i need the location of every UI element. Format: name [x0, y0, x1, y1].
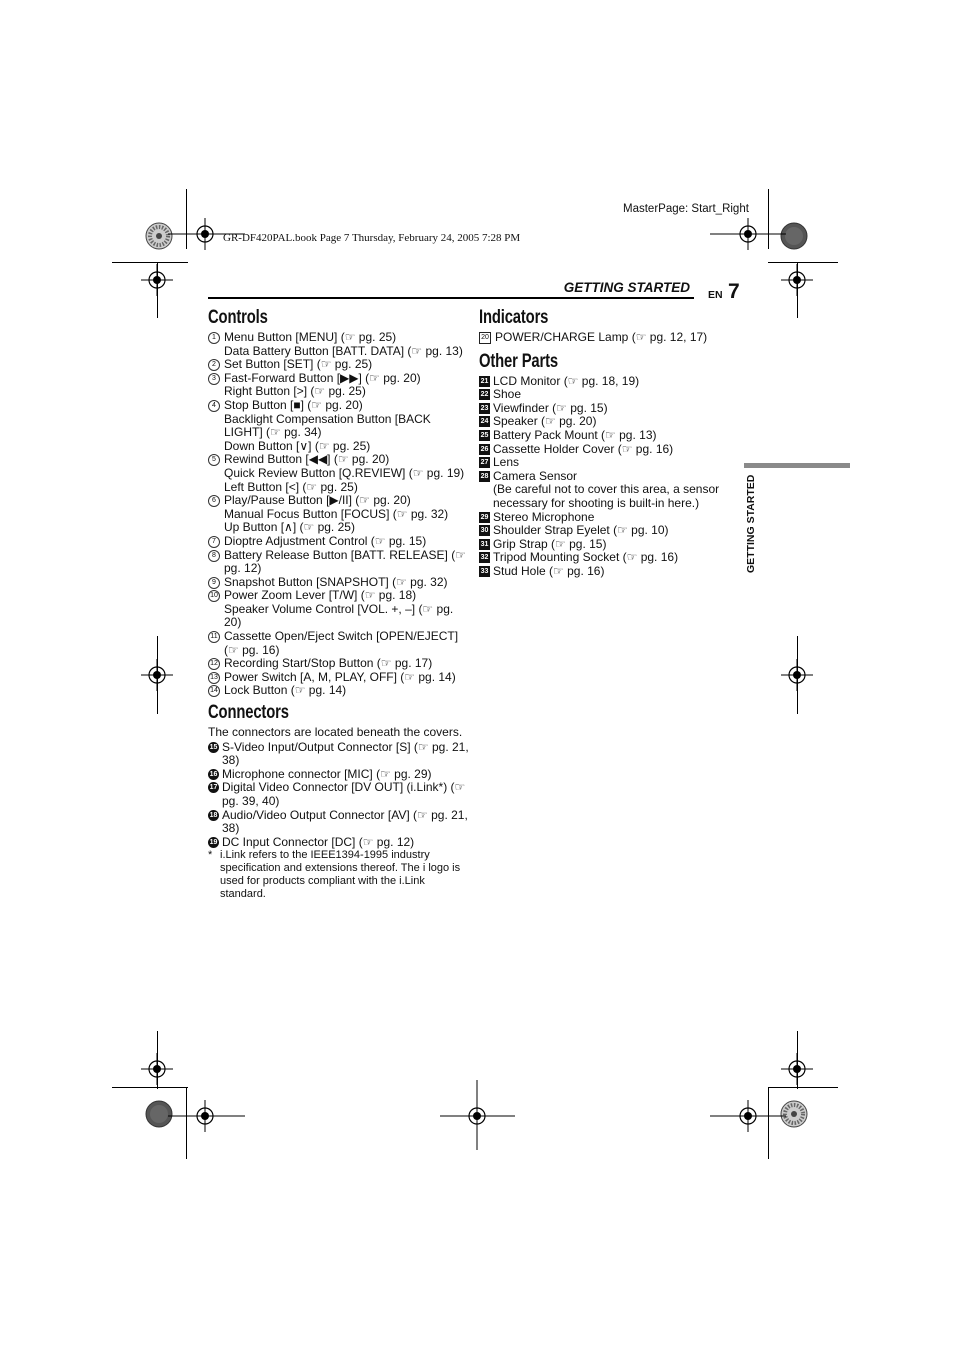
- item-line: Dioptre Adjustment Control (☞ pg. 15): [224, 533, 427, 548]
- list-item: [479, 470, 729, 511]
- item-line: Cassette Open/Eject Switch [OPEN/EJECT] (☞ pg. 16): [224, 629, 459, 657]
- list-item: [479, 511, 729, 525]
- item-line: Stud Hole (☞ pg. 16): [493, 563, 605, 578]
- list-item: [208, 372, 470, 399]
- list-item: [208, 535, 470, 549]
- item-number-marker: 27: [480, 459, 489, 467]
- list-item: [208, 630, 470, 657]
- list-item: [479, 565, 729, 579]
- item-line: Stop Button [■] (☞ pg. 20): [224, 397, 363, 412]
- item-line: Camera Sensor: [493, 468, 578, 483]
- item-number-marker: 31: [480, 540, 489, 548]
- right-column: [479, 307, 729, 579]
- item-line: (Be careful not to cover this area, a sensor necessary for shooting is built-in here.): [493, 482, 720, 510]
- item-number-marker: 3: [208, 373, 220, 385]
- item-number-marker: 28: [480, 472, 489, 480]
- list-item: [208, 768, 470, 782]
- footnote-text: i.Link refers to the IEEE1394-1995 industry specification and extensions thereof. The i logo is used for products compliant with the i.Link standard.: [220, 849, 461, 901]
- item-number-marker: 29: [480, 513, 489, 521]
- list-item: [479, 429, 729, 443]
- list-item: [479, 402, 729, 416]
- list-item: [479, 375, 729, 389]
- side-tab-label: GETTING STARTED: [745, 474, 757, 573]
- item-number-marker: 33: [480, 567, 489, 575]
- connectors-intro: The connectors are located beneath the covers.: [208, 725, 463, 740]
- item-line: S-Video Input/Output Connector [S] (☞ pg. 21, 38): [222, 739, 469, 768]
- footnote: [208, 849, 470, 901]
- item-number-marker: 7: [208, 536, 220, 548]
- list-item: [479, 456, 729, 470]
- list-item: [479, 415, 729, 429]
- item-line: Shoe: [493, 387, 522, 402]
- controls-list: [208, 331, 470, 698]
- item-number-marker: 1: [208, 332, 220, 344]
- indicators-heading: Indicators: [479, 307, 549, 328]
- item-line: Audio/Video Output Connector [AV] (☞ pg. 21, 38): [222, 807, 468, 836]
- item-number-marker: 32: [480, 554, 489, 562]
- item-line: Battery Pack Mount (☞ pg. 13): [493, 427, 657, 442]
- list-item: [208, 684, 470, 698]
- list-item: [208, 494, 470, 535]
- star-target-icon: [781, 1101, 807, 1127]
- item-line: Up Button [∧] (☞ pg. 25): [224, 520, 355, 535]
- item-line: Lock Button (☞ pg. 14): [224, 683, 347, 698]
- header-language: EN: [708, 289, 723, 301]
- item-line: Shoulder Strap Eyelet (☞ pg. 10): [493, 523, 669, 538]
- item-line: Cassette Holder Cover (☞ pg. 16): [493, 441, 674, 456]
- item-line: Backlight Compensation Button [BACK LIGHT] (☞ pg. 34): [224, 411, 431, 440]
- color-disc-icon: [781, 223, 807, 249]
- item-line: Play/Pause Button [▶/II] (☞ pg. 20): [224, 493, 411, 508]
- item-line: Digital Video Connector [DV OUT] (i.Link*) (☞ pg. 39, 40): [222, 780, 466, 808]
- list-item: [479, 443, 729, 457]
- item-line: Recording Start/Stop Button (☞ pg. 17): [224, 656, 433, 671]
- item-line: Stereo Microphone: [493, 509, 595, 524]
- item-number-marker: 15: [209, 743, 218, 751]
- item-line: Down Button [∨] (☞ pg. 25): [224, 438, 371, 453]
- item-number-marker: 20: [479, 332, 491, 344]
- item-number-marker: 26: [480, 445, 489, 453]
- item-number-marker: 8: [208, 550, 220, 562]
- item-line: Snapshot Button [SNAPSHOT] (☞ pg. 32): [224, 574, 448, 589]
- list-item: [479, 388, 729, 402]
- item-line: Quick Review Button [Q.REVIEW] (☞ pg. 19): [224, 465, 465, 480]
- item-number-marker: 30: [480, 527, 489, 535]
- item-number-marker: 12: [208, 658, 220, 670]
- masterpage-label: MasterPage: Start_Right: [623, 203, 749, 215]
- item-line: Microphone connector [MIC] (☞ pg. 29): [222, 766, 432, 781]
- item-number-marker: 24: [480, 418, 489, 426]
- item-line: LCD Monitor (☞ pg. 18, 19): [493, 373, 640, 388]
- item-line: Right Button [>] (☞ pg. 25): [224, 384, 366, 399]
- item-line: Speaker (☞ pg. 20): [493, 414, 597, 429]
- item-number-marker: 19: [209, 838, 218, 846]
- item-number-marker: 21: [480, 377, 489, 385]
- list-item: [479, 524, 729, 538]
- list-item: [208, 671, 470, 685]
- item-line: Power Zoom Lever [T/W] (☞ pg. 18): [224, 588, 417, 603]
- registration-target-icon: [781, 659, 813, 691]
- item-line: POWER/CHARGE Lamp (☞ pg. 12, 17): [495, 330, 708, 344]
- registration-target-icon: [141, 1053, 173, 1085]
- left-column: [208, 307, 470, 901]
- item-line: Viewfinder (☞ pg. 15): [493, 400, 608, 415]
- item-line: Battery Release Button [BATT. RELEASE] (☞ pg. 12): [224, 547, 466, 576]
- color-disc-icon: [146, 1101, 172, 1127]
- registration-target-icon: [141, 659, 173, 691]
- item-number-marker: 25: [480, 431, 489, 439]
- list-item: [208, 657, 470, 671]
- item-line: Set Button [SET] (☞ pg. 25): [224, 357, 373, 372]
- item-line: Data Battery Button [BATT. DATA] (☞ pg. 13): [224, 343, 463, 358]
- item-number-marker: 14: [208, 685, 220, 697]
- registration-target-icon: [781, 1053, 813, 1085]
- page-number: 7: [728, 280, 740, 303]
- header-rule: [208, 297, 694, 299]
- item-number-marker: 10: [208, 590, 220, 602]
- star-target-icon: [146, 223, 172, 249]
- list-item: [208, 358, 470, 372]
- header-section-title: GETTING STARTED: [563, 280, 690, 295]
- indicators-list: [479, 331, 729, 345]
- list-item: [208, 809, 470, 836]
- item-number-marker: 11: [208, 631, 220, 643]
- connectors-heading: Connectors: [208, 702, 289, 724]
- item-number-marker: 13: [208, 672, 220, 684]
- item-number-marker: 6: [208, 495, 220, 507]
- item-line: Grip Strap (☞ pg. 15): [493, 536, 607, 551]
- list-item: [208, 576, 470, 590]
- item-line: DC Input Connector [DC] (☞ pg. 12): [222, 834, 415, 849]
- item-line: Rewind Button [◀◀] (☞ pg. 20): [224, 452, 390, 467]
- item-number-marker: 2: [208, 359, 220, 371]
- item-line: Left Button [<] (☞ pg. 25): [224, 479, 358, 494]
- item-number-marker: 18: [209, 811, 218, 819]
- book-info-line: GR-DF420PAL.book Page 7 Thursday, February 24, 2005 7:28 PM: [223, 232, 521, 244]
- list-item: [208, 399, 470, 453]
- list-item: [208, 453, 470, 494]
- item-line: Menu Button [MENU] (☞ pg. 25): [224, 330, 397, 344]
- item-number-marker: 9: [208, 577, 220, 589]
- list-item: [479, 331, 729, 345]
- item-line: Lens: [493, 455, 520, 470]
- item-number-marker: 16: [209, 770, 218, 778]
- list-item: [208, 331, 470, 358]
- item-line: Manual Focus Button [FOCUS] (☞ pg. 32): [224, 506, 449, 521]
- other-parts-heading: Other Parts: [479, 350, 558, 372]
- item-line: Tripod Mounting Socket (☞ pg. 16): [493, 550, 679, 565]
- item-number-marker: 5: [208, 454, 220, 466]
- registration-target-icon: [141, 264, 173, 296]
- list-item: [479, 551, 729, 565]
- list-item: [208, 741, 470, 768]
- running-header: [208, 280, 740, 303]
- list-item: [208, 781, 470, 808]
- other-parts-list: [479, 375, 729, 579]
- list-item: [208, 836, 470, 850]
- item-line: Fast-Forward Button [▶▶] (☞ pg. 20): [224, 370, 421, 385]
- list-item: [479, 538, 729, 552]
- item-number-marker: 23: [480, 404, 489, 412]
- controls-heading: Controls: [208, 307, 268, 328]
- item-number-marker: 17: [209, 784, 218, 792]
- item-number-marker: 22: [480, 391, 489, 399]
- footnote-star: *: [208, 849, 213, 862]
- item-line: Speaker Volume Control [VOL. +, –] (☞ pg. 20): [224, 601, 454, 630]
- list-item: [208, 589, 470, 630]
- side-tab-bar: [744, 463, 850, 468]
- item-line: Power Switch [A, M, PLAY, OFF] (☞ pg. 14): [224, 669, 456, 684]
- registration-target-icon: [781, 264, 813, 296]
- item-number-marker: 4: [208, 400, 220, 412]
- list-item: [208, 549, 470, 576]
- connectors-list: [208, 741, 470, 850]
